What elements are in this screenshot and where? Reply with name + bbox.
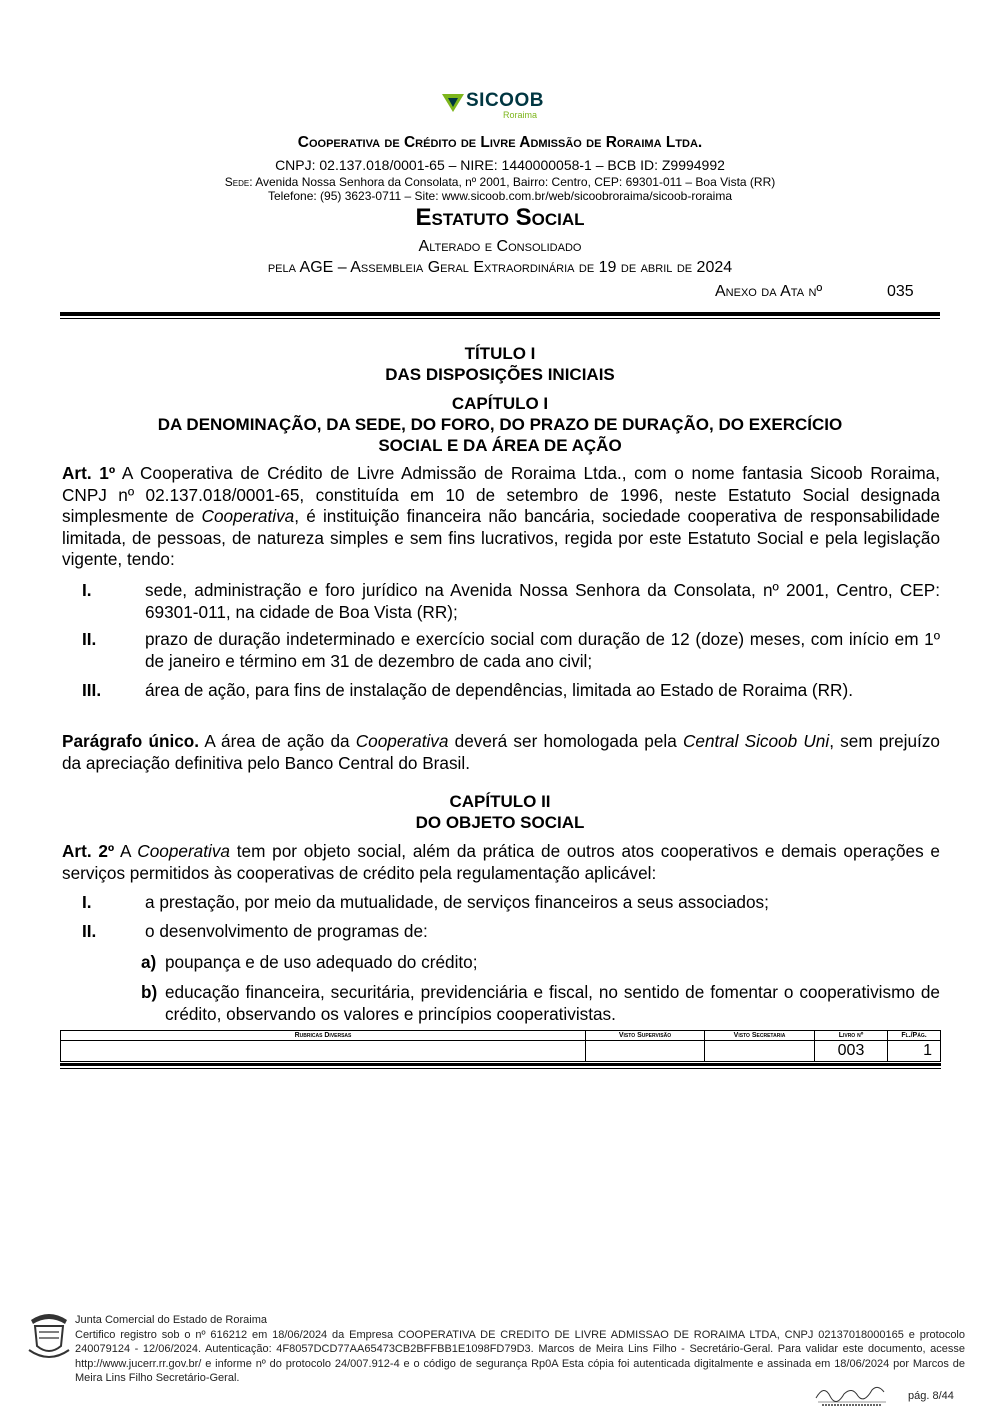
alterado-line: Alterado e Consolidado bbox=[418, 238, 582, 255]
capitulo1-line3: SOCIAL E DA ÁREA DE AÇÃO bbox=[378, 436, 622, 455]
paragrafo-unico bbox=[62, 731, 940, 774]
sede-text: : Avenida Nossa Senhora da Consolata, nº 2001, Bairro: Centro, CEP: 69301-011 – Boa Vista (RR) bbox=[249, 175, 776, 189]
junta-title: Junta Comercial do Estado de Roraima bbox=[75, 1314, 267, 1326]
rubricas-cell bbox=[61, 1041, 586, 1062]
capitulo1-heading bbox=[0, 393, 1000, 456]
art2-item-text: a prestação, por meio da mutualidade, de serviços financeiros a seus associados; bbox=[145, 892, 769, 912]
art1-paragraph bbox=[62, 463, 940, 571]
paragrafo-italic: Central Sicoob Uni bbox=[683, 731, 830, 751]
art2-italic: Cooperativa bbox=[137, 841, 230, 861]
rubricas-table bbox=[60, 1030, 941, 1062]
table-rule-thin bbox=[60, 1068, 941, 1069]
cooperative-name: Cooperativa de Crédito de Livre Admissão de Roraima Ltda. bbox=[297, 134, 703, 151]
sede-line bbox=[0, 175, 1000, 189]
art2-item-num: I. bbox=[82, 892, 92, 912]
paragrafo-text: deverá ser homologada pela bbox=[448, 731, 684, 751]
art1-item-num: III. bbox=[82, 680, 102, 700]
art2-subitem-text: poupança e de uso adequado do crédito; bbox=[165, 952, 478, 972]
pagina-cell: 1 bbox=[888, 1041, 941, 1062]
art2-label: Art. 2º bbox=[62, 841, 115, 861]
art1-item-text: área de ação, para fins de instalação de dependências, limitada ao Estado de Roraima (RR). bbox=[145, 680, 853, 700]
titulo-line1: TÍTULO I bbox=[464, 344, 536, 363]
age-line: pela AGE – Assembleia Geral Extraordinária de 19 de abril de 2024 bbox=[267, 259, 733, 276]
junta-seal-icon bbox=[27, 1310, 71, 1362]
art1-item-num: II. bbox=[82, 629, 97, 649]
paragrafo-italic: Cooperativa bbox=[355, 731, 449, 751]
rubricas-header: Fl./Pág. bbox=[888, 1031, 941, 1041]
capitulo2-line2: DO OBJETO SOCIAL bbox=[415, 813, 585, 832]
art1-text-cont: , é instituição financeira não bancária, sociedade cooperativa de responsabilidade limitada, de pessoas, de natureza simples e sem fins lucrativos, regida por este Estatuto Social e pela legislação vigente, tendo: bbox=[62, 506, 940, 569]
capitulo1-line1: CAPÍTULO I bbox=[451, 394, 549, 413]
art2-subitem-label: a) bbox=[141, 952, 157, 972]
sicoob-mark-icon bbox=[440, 90, 466, 116]
art2-text-cont: tem por objeto social, além da prática de outros atos cooperativos e demais operações e serviços permitidos às cooperativas de crédito pela regulamentação aplicável: bbox=[62, 841, 940, 883]
header-rule bbox=[60, 312, 940, 316]
rubricas-value-row bbox=[61, 1041, 941, 1062]
art2-text: A bbox=[114, 841, 138, 861]
capitulo2-line1: CAPÍTULO II bbox=[449, 792, 551, 811]
art2-subitem-label: b) bbox=[141, 982, 158, 1002]
livro-cell: 003 bbox=[815, 1041, 888, 1062]
art2-item-num: II. bbox=[82, 921, 97, 941]
sede-label: Sede bbox=[224, 175, 250, 189]
art1-label: Art. 1º bbox=[62, 463, 116, 483]
document-title: Estatuto Social bbox=[415, 204, 585, 231]
art2-paragraph bbox=[62, 841, 940, 884]
logo-subtitle: Roraima bbox=[503, 110, 538, 120]
rubricas-header: Visto Secretaria bbox=[705, 1031, 815, 1041]
visto-supervisao-cell bbox=[586, 1041, 705, 1062]
art1-item-text: sede, administração e foro jurídico na Avenida Nossa Senhora da Consolata, nº 2001, Centro, CEP: 69301-011, na cidade de Boa Vista (RR); bbox=[145, 580, 940, 622]
art1-text: A Cooperativa de Crédito de Livre Admissão de Roraima Ltda., com o nome fantasia Sicoob Roraima, CNPJ nº 02.137.018/0001-65, constituída em 10 de setembro de 1996, neste Estatuto Social designada simplesmente de bbox=[62, 463, 940, 526]
header-rule-thin bbox=[60, 318, 940, 319]
cnpj-line: CNPJ: 02.137.018/0001-65 – NIRE: 1440000058-1 – BCB ID: Z9994992 bbox=[275, 157, 725, 173]
capitulo2-heading bbox=[0, 791, 1000, 833]
rubricas-header: Rubricas Diversas bbox=[61, 1031, 586, 1041]
anexo-label: Anexo da Ata nº bbox=[715, 283, 823, 300]
rubricas-header: Livro nº bbox=[815, 1031, 888, 1041]
sicoob-logo bbox=[440, 88, 560, 122]
table-rule bbox=[60, 1063, 941, 1066]
junta-certification bbox=[75, 1313, 965, 1386]
visto-secretaria-cell bbox=[705, 1041, 815, 1062]
logo-wordmark: SICOOB bbox=[466, 90, 544, 111]
art2-subitem-text: educação financeira, securitária, previdenciária e fiscal, no sentido de fomentar o cooperativismo de crédito, observando os valores e princípios cooperativistas. bbox=[165, 982, 940, 1024]
art1-item-text: prazo de duração indeterminado e exercício social com duração de 12 (doze) meses, com início em 1º de janeiro e término em 31 de dezembro de cada ano civil; bbox=[145, 629, 940, 671]
paragrafo-text: A área de ação da bbox=[199, 731, 356, 751]
paragrafo-text: , sem prejuízo da apreciação definitiva pelo Banco Central do Brasil. bbox=[62, 731, 940, 773]
art1-item-num: I. bbox=[82, 580, 92, 600]
anexo-number: 035 bbox=[887, 283, 914, 300]
junta-text: Certifico registro sob o nº 616212 em 18/06/2024 da Empresa COOPERATIVA DE CREDITO DE LIVRE ADMISSAO DE RORAIMA LTDA, CNPJ 02137018000165 e protocolo 240079124 - 12/06/2024. Autenticação: 4F8057DCD77AA65473CB2BFFBB1E1098FD79D3. Marcos de Meira Lins Filho - Secretário-Geral. Para validar este documento, acesse http://www.jucerr.rr.gov.br/ e informe nº do protocolo 24/007.912-4 e o código de segurança Rp0A Esta cópia foi autenticada digitalmente e assinada em 18/06/2024 por Marcos de Meira Lins Filho Secretário-Geral. bbox=[75, 1328, 965, 1384]
art2-item-text: o desenvolvimento de programas de: bbox=[145, 921, 428, 941]
paragrafo-label: Parágrafo único. bbox=[62, 731, 200, 751]
art1-italic: Cooperativa bbox=[201, 506, 295, 526]
titulo-line2: DAS DISPOSIÇÕES INICIAIS bbox=[385, 365, 615, 384]
rubricas-header-row bbox=[61, 1031, 941, 1041]
rubricas-header: Visto Supervisão bbox=[586, 1031, 705, 1041]
capitulo1-line2: DA DENOMINAÇÃO, DA SEDE, DO FORO, DO PRAZO DE DURAÇÃO, DO EXERCÍCIO bbox=[157, 415, 843, 434]
telefone-line: Telefone: (95) 3623-0711 – Site: www.sicoob.com.br/web/sicoobroraima/sicoob-roraima bbox=[268, 189, 732, 203]
titulo-heading bbox=[0, 343, 1000, 385]
page-number: pág. 8/44 bbox=[908, 1390, 954, 1402]
signature-image bbox=[812, 1380, 892, 1408]
